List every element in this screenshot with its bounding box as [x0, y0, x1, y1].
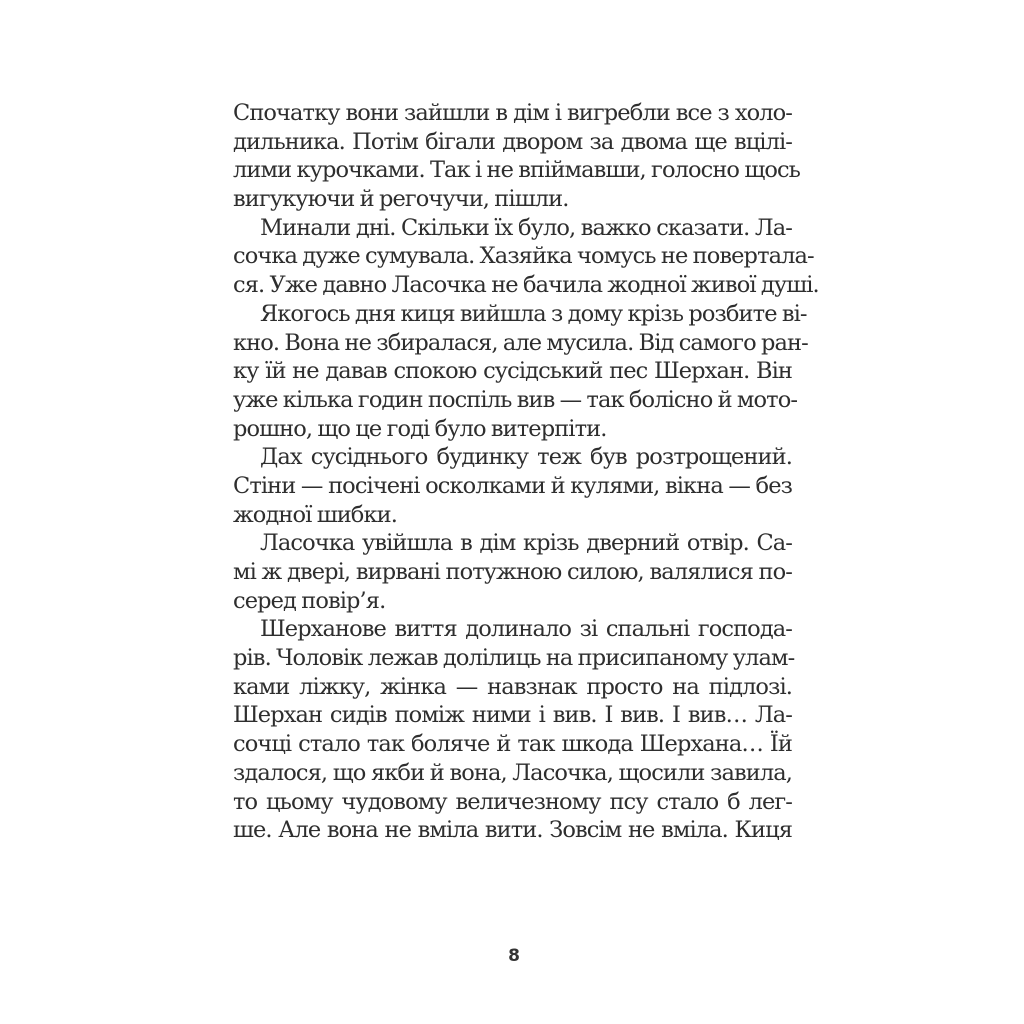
- text-line: Ласочка увійшла в дім крізь дверний отвір. Са-: [260, 530, 792, 557]
- text-line: кно. Вона не збиралася, але мусила. Від самого ран-: [233, 329, 808, 356]
- text-line: жодної шибки.: [233, 501, 397, 528]
- body-text: [233, 99, 819, 845]
- text-line: рошно, що це годі було витерпіти.: [233, 415, 607, 442]
- text-line: Шерханове виття долинало зі спальні господа-: [260, 616, 792, 643]
- text-line: Минали дні. Скільки їх було, важко сказати. Ла-: [260, 214, 792, 241]
- text-line: Дах сусіднього будинку теж був розтрощений.: [260, 444, 792, 471]
- text-line: Шерхан сидів поміж ними і вив. І вив. І вив… Ла-: [233, 702, 792, 729]
- text-line: мі ж двері, вирвані потужною силою, валялися по-: [233, 559, 792, 585]
- page-number: 8: [508, 946, 520, 966]
- text-line: Якогось дня киця вийшла з дому крізь розбите ві-: [260, 300, 807, 327]
- text-line: вигукуючи й регочучи, пішли.: [233, 186, 569, 213]
- text-line: ками ліжку, жінка — навзнак просто на підлозі.: [233, 673, 792, 700]
- text-line: рів. Чоловік лежав долілиць на присипаному улам-: [233, 645, 795, 672]
- text-line: дильника. Потім бігали двором за двома ще вцілі-: [233, 128, 792, 155]
- text-line: уже кілька годин поспіль вив — так болісно й мото-: [233, 386, 798, 413]
- text-line: сочка дуже сумувала. Хазяйка чомусь не повертала-: [233, 243, 814, 270]
- text-line: ше. Але вона не вміла вити. Зовсім не вміла. Киця: [233, 817, 792, 844]
- text-line: ку їй не давав спокою сусідський пес Шерхан. Він: [233, 358, 792, 385]
- text-line: Стіни — посічені осколками й кулями, вікна — без: [233, 472, 792, 499]
- text-line: лими курочками. Так і не впіймавши, голосно щось: [233, 157, 801, 184]
- text-line: серед повір’я.: [233, 587, 386, 614]
- text-line: сочці стало так боляче й так шкода Шерхана… Їй: [233, 731, 792, 758]
- text-line: ся. Уже давно Ласочка не бачила жодної живої душі.: [233, 272, 819, 299]
- text-line: здалося, що якби й вона, Ласочка, щосили завила,: [233, 759, 792, 786]
- text-line: то цьому чудовому величезному псу стало б лег-: [233, 788, 792, 815]
- text-line: Спочатку вони зайшли в дім і вигребли все з холо-: [233, 100, 792, 126]
